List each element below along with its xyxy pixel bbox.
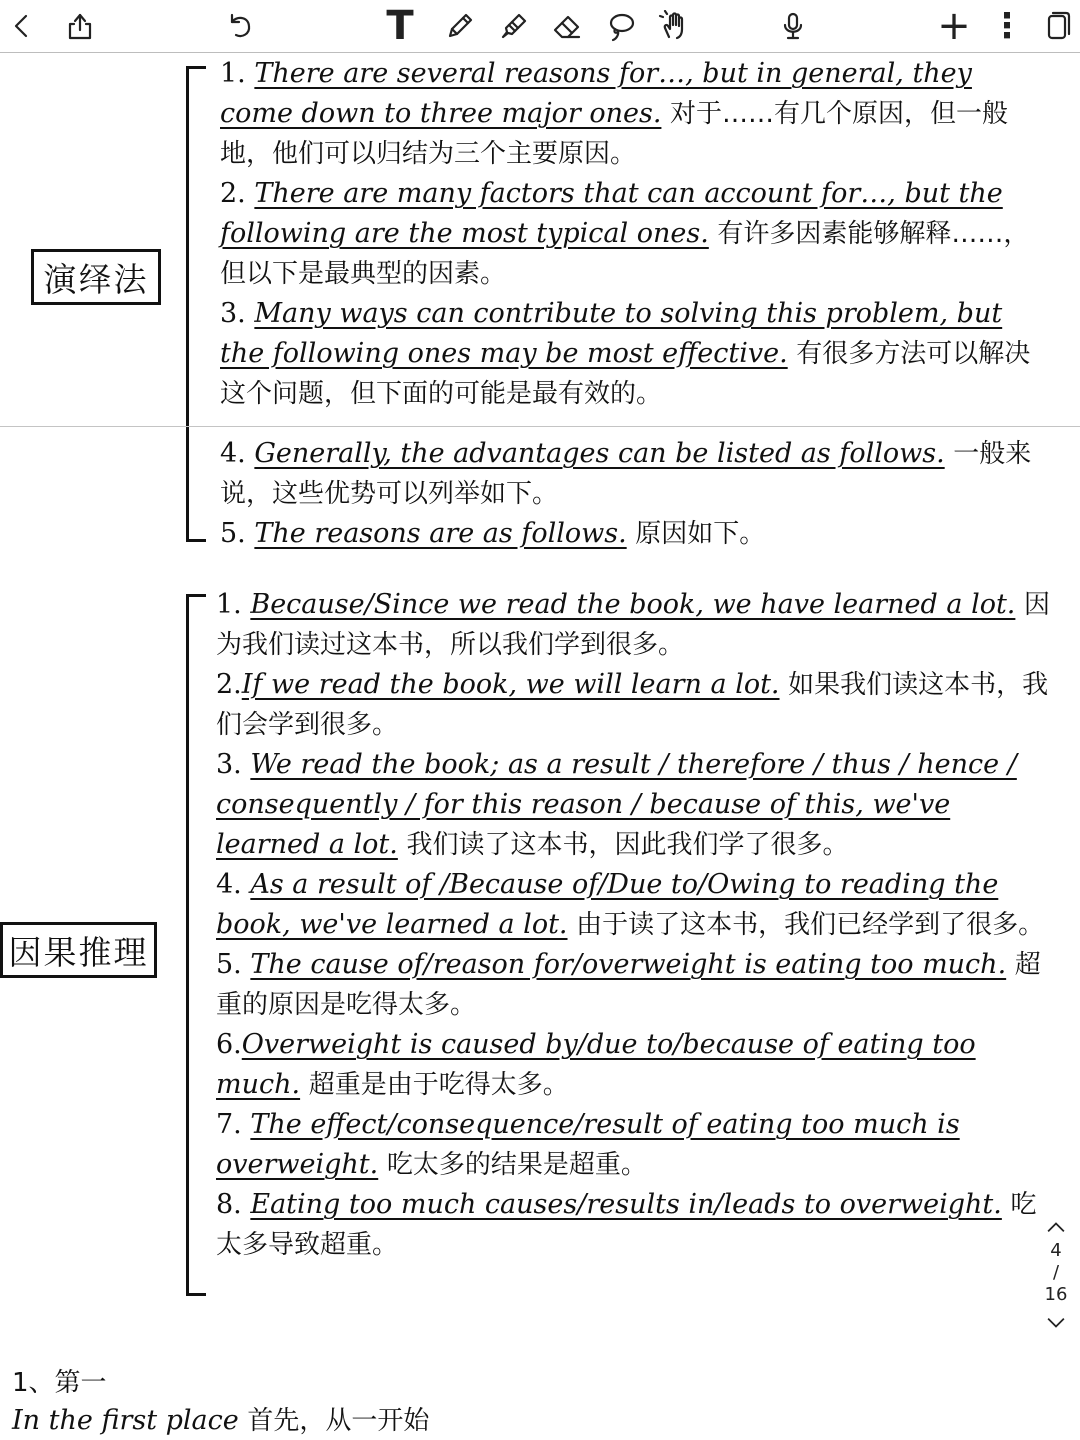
list-item: 1. There are several reasons for…, but in general, they come down to three major ones. 对于……有几个原因，但一般地，他们可以归结为三个主要原因。 bbox=[220, 58, 1009, 169]
list-item: 3. Many ways can contribute to solving this problem, but the following ones may be most effective. 有很多方法可以解决这个问题，但下面的可能是最有效的。 bbox=[220, 298, 1031, 409]
page-separator: / bbox=[1052, 1262, 1060, 1283]
undo-icon[interactable] bbox=[218, 4, 262, 48]
section2-notes bbox=[216, 585, 1052, 1265]
bottom-notes bbox=[12, 1364, 429, 1440]
list-item: 8. Eating too much causes/results in/leads to overweight. 吃太多导致超重。 bbox=[216, 1189, 1037, 1260]
eraser-icon[interactable] bbox=[545, 4, 589, 48]
list-item: 2. There are many factors that can account for…, but the following are the most typical ones. 有许多因素能够解释……，但以下是最典型的因素。 bbox=[220, 178, 1030, 289]
section1-bracket bbox=[186, 66, 206, 542]
note-heading: 1、第一 bbox=[12, 1368, 107, 1398]
list-item: 6.Overweight is caused by/due to/because of eating too much. 超重是由于吃得太多。 bbox=[216, 1029, 976, 1100]
back-icon[interactable] bbox=[0, 4, 44, 48]
pen-icon[interactable] bbox=[438, 4, 482, 48]
more-icon[interactable]: ⋮ bbox=[990, 6, 1024, 46]
page-down-button[interactable] bbox=[1038, 1316, 1074, 1330]
add-icon[interactable]: + bbox=[937, 3, 971, 49]
list-item: 2.If we read the book, we will learn a lot. 如果我们读这本书，我们会学到很多。 bbox=[216, 669, 1049, 740]
page-navigator bbox=[1038, 1214, 1074, 1364]
list-item: 4. As a result of /Because of/Due to/Owing to reading the book, we've learned a lot. 由于读了这本书，我们已经学到了很多。 bbox=[216, 869, 1045, 940]
section-label-causal-reasoning: 因果推理 bbox=[0, 922, 157, 978]
list-item: 5. The cause of/reason for/overweight is eating too much. 超重的原因是吃得太多。 bbox=[216, 949, 1041, 1020]
current-page: 4 bbox=[1050, 1240, 1062, 1261]
list-item: 7. The effect/consequence/result of eating too much is overweight. 吃太多的结果是超重。 bbox=[216, 1109, 960, 1180]
chevron-down-icon bbox=[1045, 1316, 1067, 1330]
lasso-icon[interactable] bbox=[599, 4, 643, 48]
text-tool-icon[interactable]: T bbox=[386, 3, 414, 49]
section-label-deduction: 演绎法 bbox=[31, 249, 161, 305]
chevron-up-icon bbox=[1045, 1220, 1067, 1234]
section1-notes-continued bbox=[220, 434, 1050, 554]
note-line: In the first place 首先，从一开始 bbox=[12, 1405, 430, 1436]
share-icon[interactable] bbox=[58, 4, 102, 48]
toolbar bbox=[0, 0, 1080, 53]
section2-bracket bbox=[186, 594, 206, 1296]
hand-icon[interactable] bbox=[652, 4, 696, 48]
list-item: 1. Because/Since we read the book, we have learned a lot. 因为我们读过这本书，所以我们学到很多。 bbox=[216, 589, 1050, 660]
list-item: 4. Generally, the advantages can be listed as follows. 一般来说，这些优势可以列举如下。 bbox=[220, 438, 1032, 509]
list-item: 5. The reasons are as follows. 原因如下。 bbox=[220, 518, 766, 549]
page-divider bbox=[0, 426, 1080, 427]
pages-icon[interactable] bbox=[1036, 4, 1080, 48]
section1-notes bbox=[220, 54, 1050, 414]
list-item: 3. We read the book; as a result / therefore / thus / hence / consequently / for this reason / because of this, we've learned a lot. 我们读了这本书，因此我们学了很多。 bbox=[216, 749, 1017, 860]
microphone-icon[interactable] bbox=[771, 4, 815, 48]
highlighter-icon[interactable] bbox=[492, 4, 536, 48]
total-pages: 16 bbox=[1044, 1284, 1068, 1305]
page-up-button[interactable] bbox=[1038, 1220, 1074, 1234]
